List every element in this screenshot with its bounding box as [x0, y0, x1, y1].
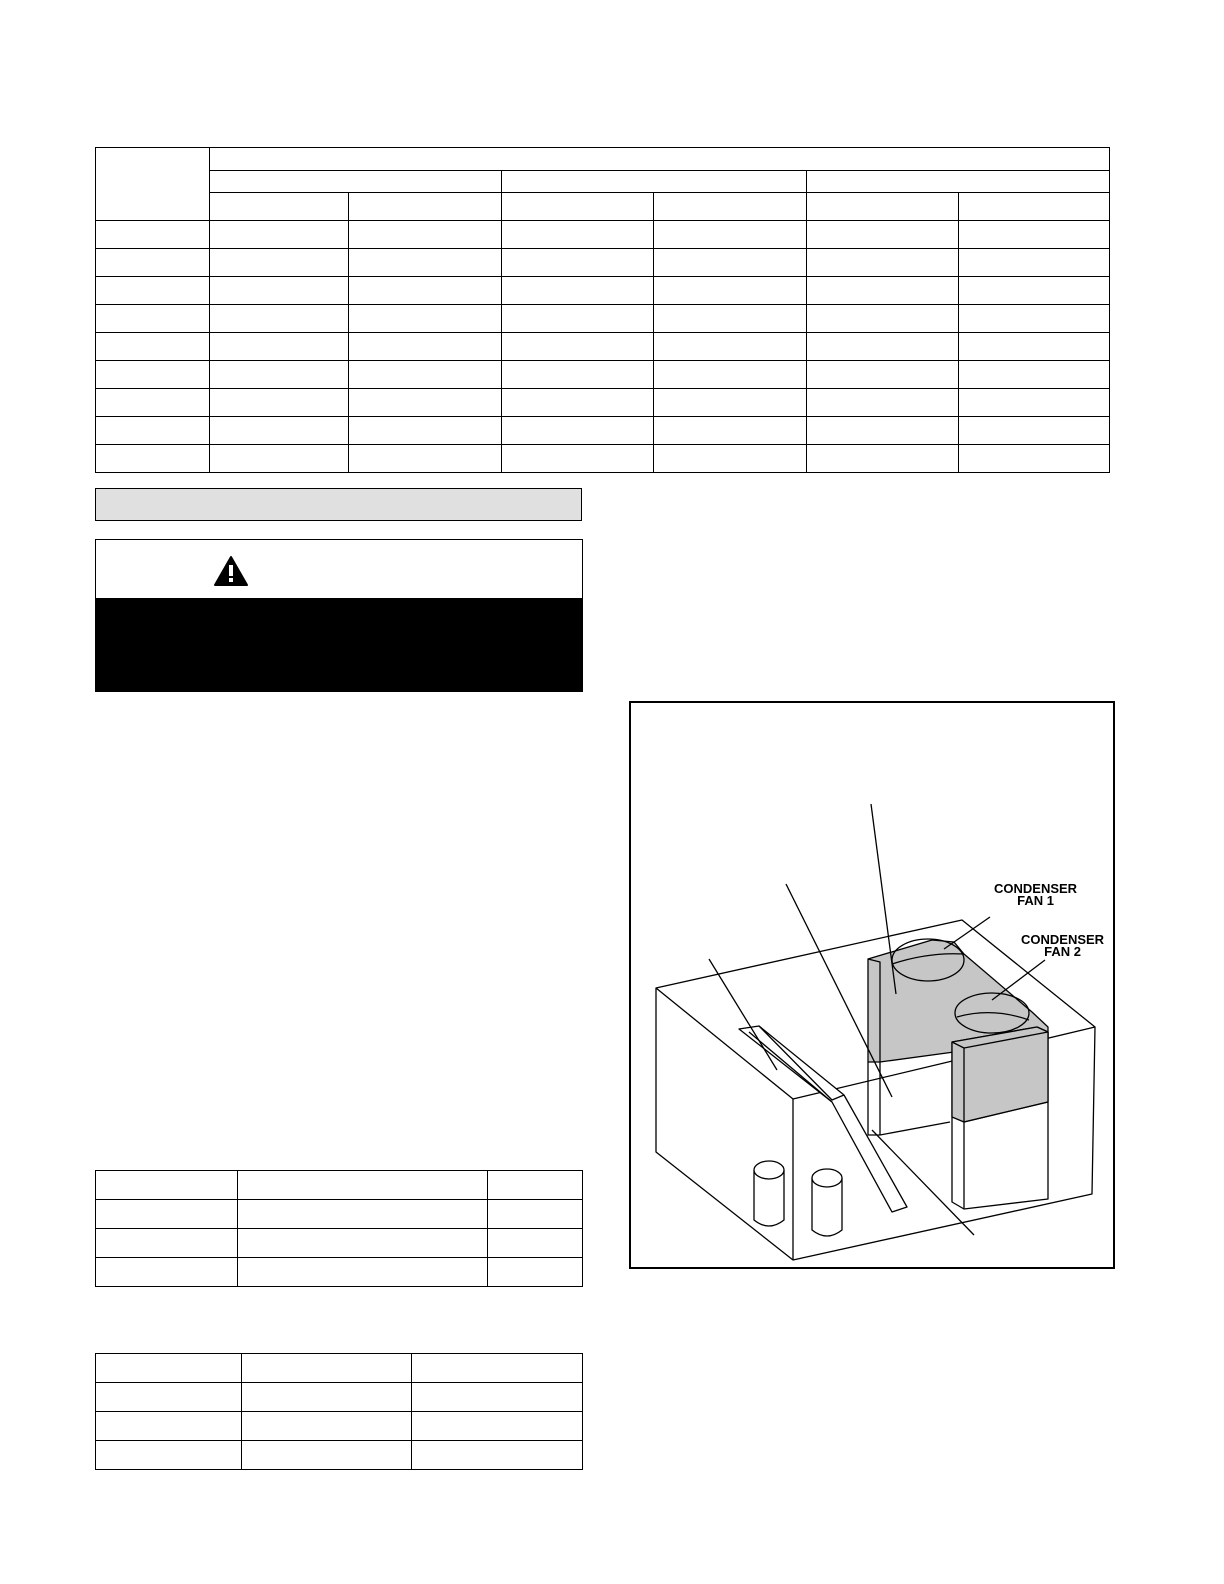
- table-header-cell: [807, 193, 959, 221]
- middle-table: [95, 1170, 583, 1287]
- table-row: [96, 1383, 583, 1412]
- table-header-cell: [209, 148, 1109, 171]
- table-row: [96, 1258, 583, 1287]
- bottom-table: [95, 1353, 583, 1470]
- top-data-table: [95, 147, 1110, 473]
- warning-body: [96, 598, 582, 691]
- table-header-cell: [501, 193, 654, 221]
- warning-box: [95, 539, 583, 692]
- table-row: [96, 249, 1110, 277]
- table-row: [96, 445, 1110, 473]
- table-corner-cell: [96, 148, 210, 221]
- table-row: [96, 1412, 583, 1441]
- table-header-cell: [807, 171, 1110, 193]
- table-row: [96, 333, 1110, 361]
- table-header-cell: [209, 193, 348, 221]
- table-header-cell: [959, 193, 1110, 221]
- table-row: [96, 417, 1110, 445]
- condenser-unit-figure: [629, 701, 1115, 1269]
- fan-1-label-line2: FAN 1: [1017, 893, 1054, 908]
- table-header-cell: [654, 193, 807, 221]
- warning-header: [96, 540, 582, 598]
- warning-triangle-icon: [213, 555, 249, 587]
- condenser-fan-2-label: [1021, 934, 1104, 958]
- unit-diagram: [631, 703, 1117, 1271]
- table-row: [96, 221, 1110, 249]
- table-row: [96, 389, 1110, 417]
- table-header-cell: [209, 171, 501, 193]
- table-row: [96, 305, 1110, 333]
- table-row: [96, 1229, 583, 1258]
- fan-2-label-line1: CONDENSER: [1021, 932, 1105, 947]
- table-row: [96, 1441, 583, 1470]
- section-heading-bar: [95, 488, 582, 521]
- table-row: [96, 277, 1110, 305]
- table-row: [96, 361, 1110, 389]
- table-row: [96, 1171, 583, 1200]
- table-row: [96, 1200, 583, 1229]
- table-header-cell: [348, 193, 501, 221]
- table-header-cell: [501, 171, 807, 193]
- fan-1-label-line1: CONDENSER: [994, 881, 1078, 896]
- fan-2-label-line2: FAN 2: [1044, 944, 1081, 959]
- condenser-fan-1-label: [994, 883, 1077, 907]
- table-row: [96, 1354, 583, 1383]
